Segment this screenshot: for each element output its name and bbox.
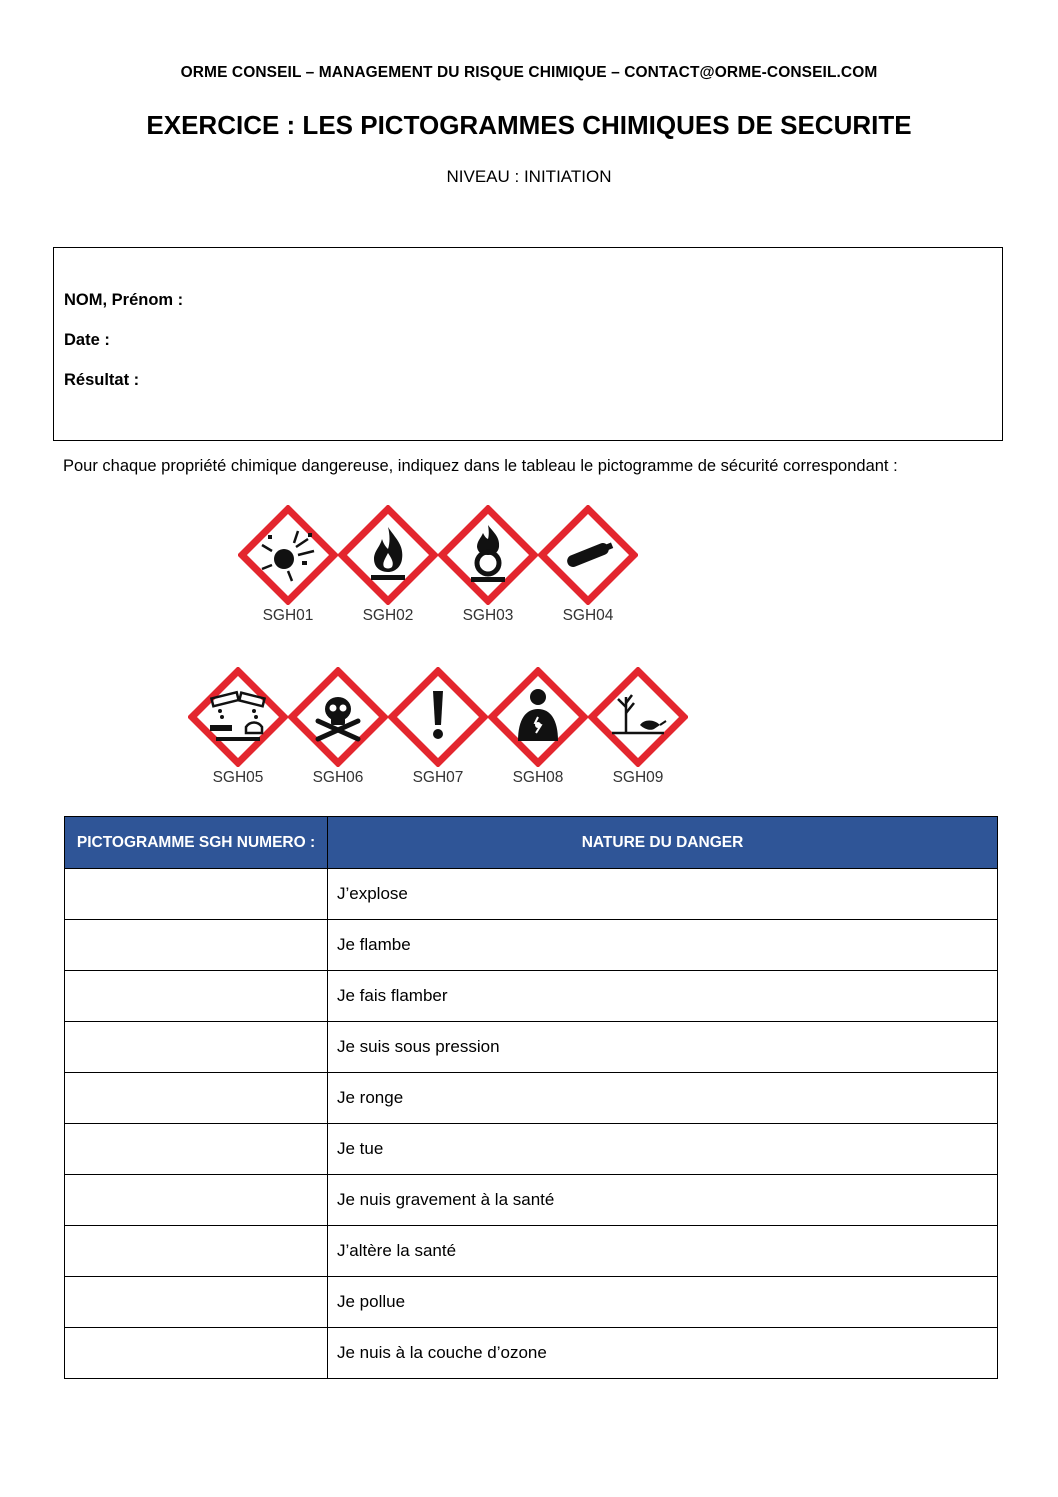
table-row: [65, 1328, 998, 1379]
pictogram-code: SGH02: [362, 607, 414, 624]
environment-icon: [588, 667, 688, 767]
danger-cell: Je fais flamber: [328, 971, 998, 1022]
flame-over-circle-icon: [438, 505, 538, 605]
answer-cell[interactable]: [65, 1124, 328, 1175]
table-row: [65, 1277, 998, 1328]
answer-cell[interactable]: [65, 1175, 328, 1226]
date-value[interactable]: [116, 330, 316, 350]
pictogram-sgh04: [538, 505, 638, 630]
danger-cell: J’explose: [328, 869, 998, 920]
table-row: [65, 971, 998, 1022]
table-row: [65, 1124, 998, 1175]
danger-cell: Je tue: [328, 1124, 998, 1175]
pictogram-code: SGH01: [262, 607, 314, 624]
pictogram-sgh06: [288, 667, 388, 792]
pictogram-code: SGH04: [562, 607, 614, 624]
date-field[interactable]: [64, 330, 316, 350]
pictogram-sgh01: [238, 505, 338, 630]
table-row: [65, 1073, 998, 1124]
table-row: [65, 869, 998, 920]
page-title: EXERCICE : LES PICTOGRAMMES CHIMIQUES DE SECURITE: [146, 110, 912, 140]
name-label: NOM, Prénom :: [64, 290, 184, 309]
answer-cell[interactable]: [65, 971, 328, 1022]
table-row: [65, 1022, 998, 1073]
pictogram-sgh09: [588, 667, 688, 792]
instruction-text: Pour chaque propriété chimique dangereuse, indiquez dans le tableau le pictogramme de sécurité correspondant :: [63, 457, 898, 475]
answer-cell[interactable]: [65, 920, 328, 971]
danger-cell: Je ronge: [328, 1073, 998, 1124]
exclamation-mark-icon: [388, 667, 488, 767]
danger-cell: Je nuis à la couche d’ozone: [328, 1328, 998, 1379]
danger-cell: J’altère la santé: [328, 1226, 998, 1277]
danger-cell: Je flambe: [328, 920, 998, 971]
exploding-bomb-icon: [238, 505, 338, 605]
danger-cell: Je pollue: [328, 1277, 998, 1328]
column-header-pictogram: PICTOGRAMME SGH NUMERO :: [65, 817, 328, 869]
gas-cylinder-icon: [538, 505, 638, 605]
pictogram-sgh03: [438, 505, 538, 630]
result-label: Résultat :: [64, 370, 140, 389]
answer-cell[interactable]: [65, 1022, 328, 1073]
answer-cell[interactable]: [65, 1277, 328, 1328]
pictogram-code: SGH06: [312, 769, 364, 786]
pictogram-sgh02: [338, 505, 438, 630]
pictogram-code: SGH09: [612, 769, 664, 786]
date-label: Date :: [64, 330, 110, 349]
name-field[interactable]: [64, 290, 389, 310]
answer-cell[interactable]: [65, 869, 328, 920]
danger-cell: Je nuis gravement à la santé: [328, 1175, 998, 1226]
name-value[interactable]: [189, 290, 389, 310]
answer-cell[interactable]: [65, 1226, 328, 1277]
answer-cell[interactable]: [65, 1328, 328, 1379]
skull-crossbones-icon: [288, 667, 388, 767]
answer-cell[interactable]: [65, 1073, 328, 1124]
table-row: [65, 920, 998, 971]
organization-header: ORME CONSEIL – MANAGEMENT DU RISQUE CHIMIQUE – CONTACT@ORME-CONSEIL.COM: [180, 64, 878, 81]
identity-box: [53, 247, 1003, 441]
danger-cell: Je suis sous pression: [328, 1022, 998, 1073]
pictogram-sgh08: [488, 667, 588, 792]
pictogram-code: SGH05: [212, 769, 264, 786]
flame-icon: [338, 505, 438, 605]
table-row: [65, 1226, 998, 1277]
result-value[interactable]: [145, 370, 345, 390]
pictogram-sgh05: [188, 667, 288, 792]
result-field[interactable]: [64, 370, 345, 390]
column-header-danger: NATURE DU DANGER: [328, 817, 998, 869]
pictogram-sgh07: [388, 667, 488, 792]
pictogram-code: SGH03: [462, 607, 514, 624]
health-hazard-icon: [488, 667, 588, 767]
table-row: [65, 1175, 998, 1226]
pictogram-code: SGH07: [412, 769, 464, 786]
pictogram-code: SGH08: [512, 769, 564, 786]
corrosion-icon: [188, 667, 288, 767]
answers-table: [64, 816, 998, 1379]
level-label: NIVEAU : INITIATION: [446, 167, 612, 186]
table-header-row: [65, 817, 998, 869]
